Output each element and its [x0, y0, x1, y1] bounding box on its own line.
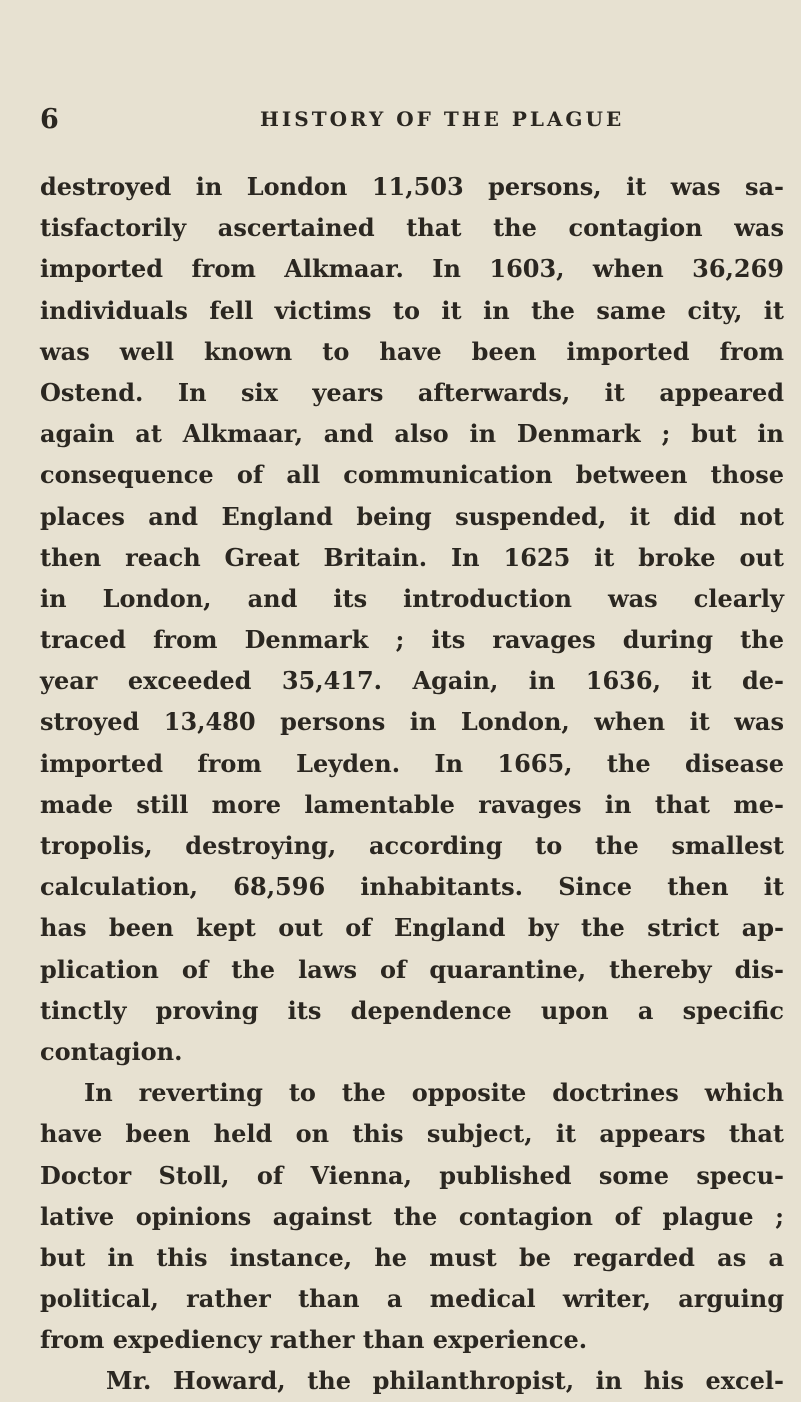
text-line: tropolis, destroying, according to the smallest — [40, 831, 784, 860]
paragraph-start-line: In reverting to the opposite doctrines which — [84, 1078, 784, 1108]
text-line: plication of the laws of quarantine, thereby dis- — [40, 954, 784, 984]
page-number: 6 — [40, 104, 59, 135]
text-line: destroyed in London 11,503 persons, it was sa- — [40, 172, 784, 201]
text-line: was well known to have been imported from — [40, 336, 784, 366]
text-line: calculation, 68,596 inhabitants. Since then it — [40, 872, 784, 902]
paragraph-end-line: contagion. — [40, 1036, 183, 1066]
page-header — [0, 104, 801, 144]
text-line: consequence of all communication between those — [40, 460, 784, 490]
paragraph-end-line: from expediency rather than experience. — [40, 1325, 588, 1355]
text-line: political, rather than a medical writer, arguing — [40, 1284, 784, 1314]
text-line: tisfactorily ascertained that the contagion was — [40, 213, 784, 243]
text-line: places and England being suspended, it did not — [40, 501, 784, 531]
text-line: has been kept out of England by the strict ap- — [40, 913, 784, 943]
text-line: imported from Alkmaar. In 1603, when 36,269 — [40, 254, 784, 284]
text-line: individuals fell victims to it in the same city, it — [40, 295, 784, 325]
text-line: tinctly proving its dependence upon a specific — [40, 995, 784, 1025]
text-line: in London, and its introduction was clearly — [40, 583, 784, 613]
text-line: imported from Leyden. In 1665, the disease — [40, 748, 784, 778]
paragraph-start-line: Mr. Howard, the philanthropist, in his excel- — [106, 1366, 784, 1396]
text-line: Doctor Stoll, of Vienna, published some specu- — [40, 1160, 784, 1190]
text-line: year exceeded 35,417. Again, in 1636, it de- — [40, 666, 784, 696]
text-line: Ostend. In six years afterwards, it appeared — [40, 377, 784, 407]
text-line: lative opinions against the contagion of plague ; — [40, 1201, 784, 1231]
body-text — [40, 166, 784, 1402]
text-line: again at Alkmaar, and also in Denmark ; but in — [40, 419, 784, 449]
text-line: then reach Great Britain. In 1625 it broke out — [40, 542, 784, 572]
text-line: made still more lamentable ravages in that me- — [40, 789, 784, 819]
running-head: HISTORY OF THE PLAGUE — [260, 107, 625, 131]
text-line: but in this instance, he must be regarded as a — [40, 1242, 784, 1272]
text-line: stroyed 13,480 persons in London, when it was — [40, 707, 784, 737]
text-line: traced from Denmark ; its ravages during the — [40, 625, 784, 655]
text-line: have been held on this subject, it appears that — [40, 1119, 784, 1149]
